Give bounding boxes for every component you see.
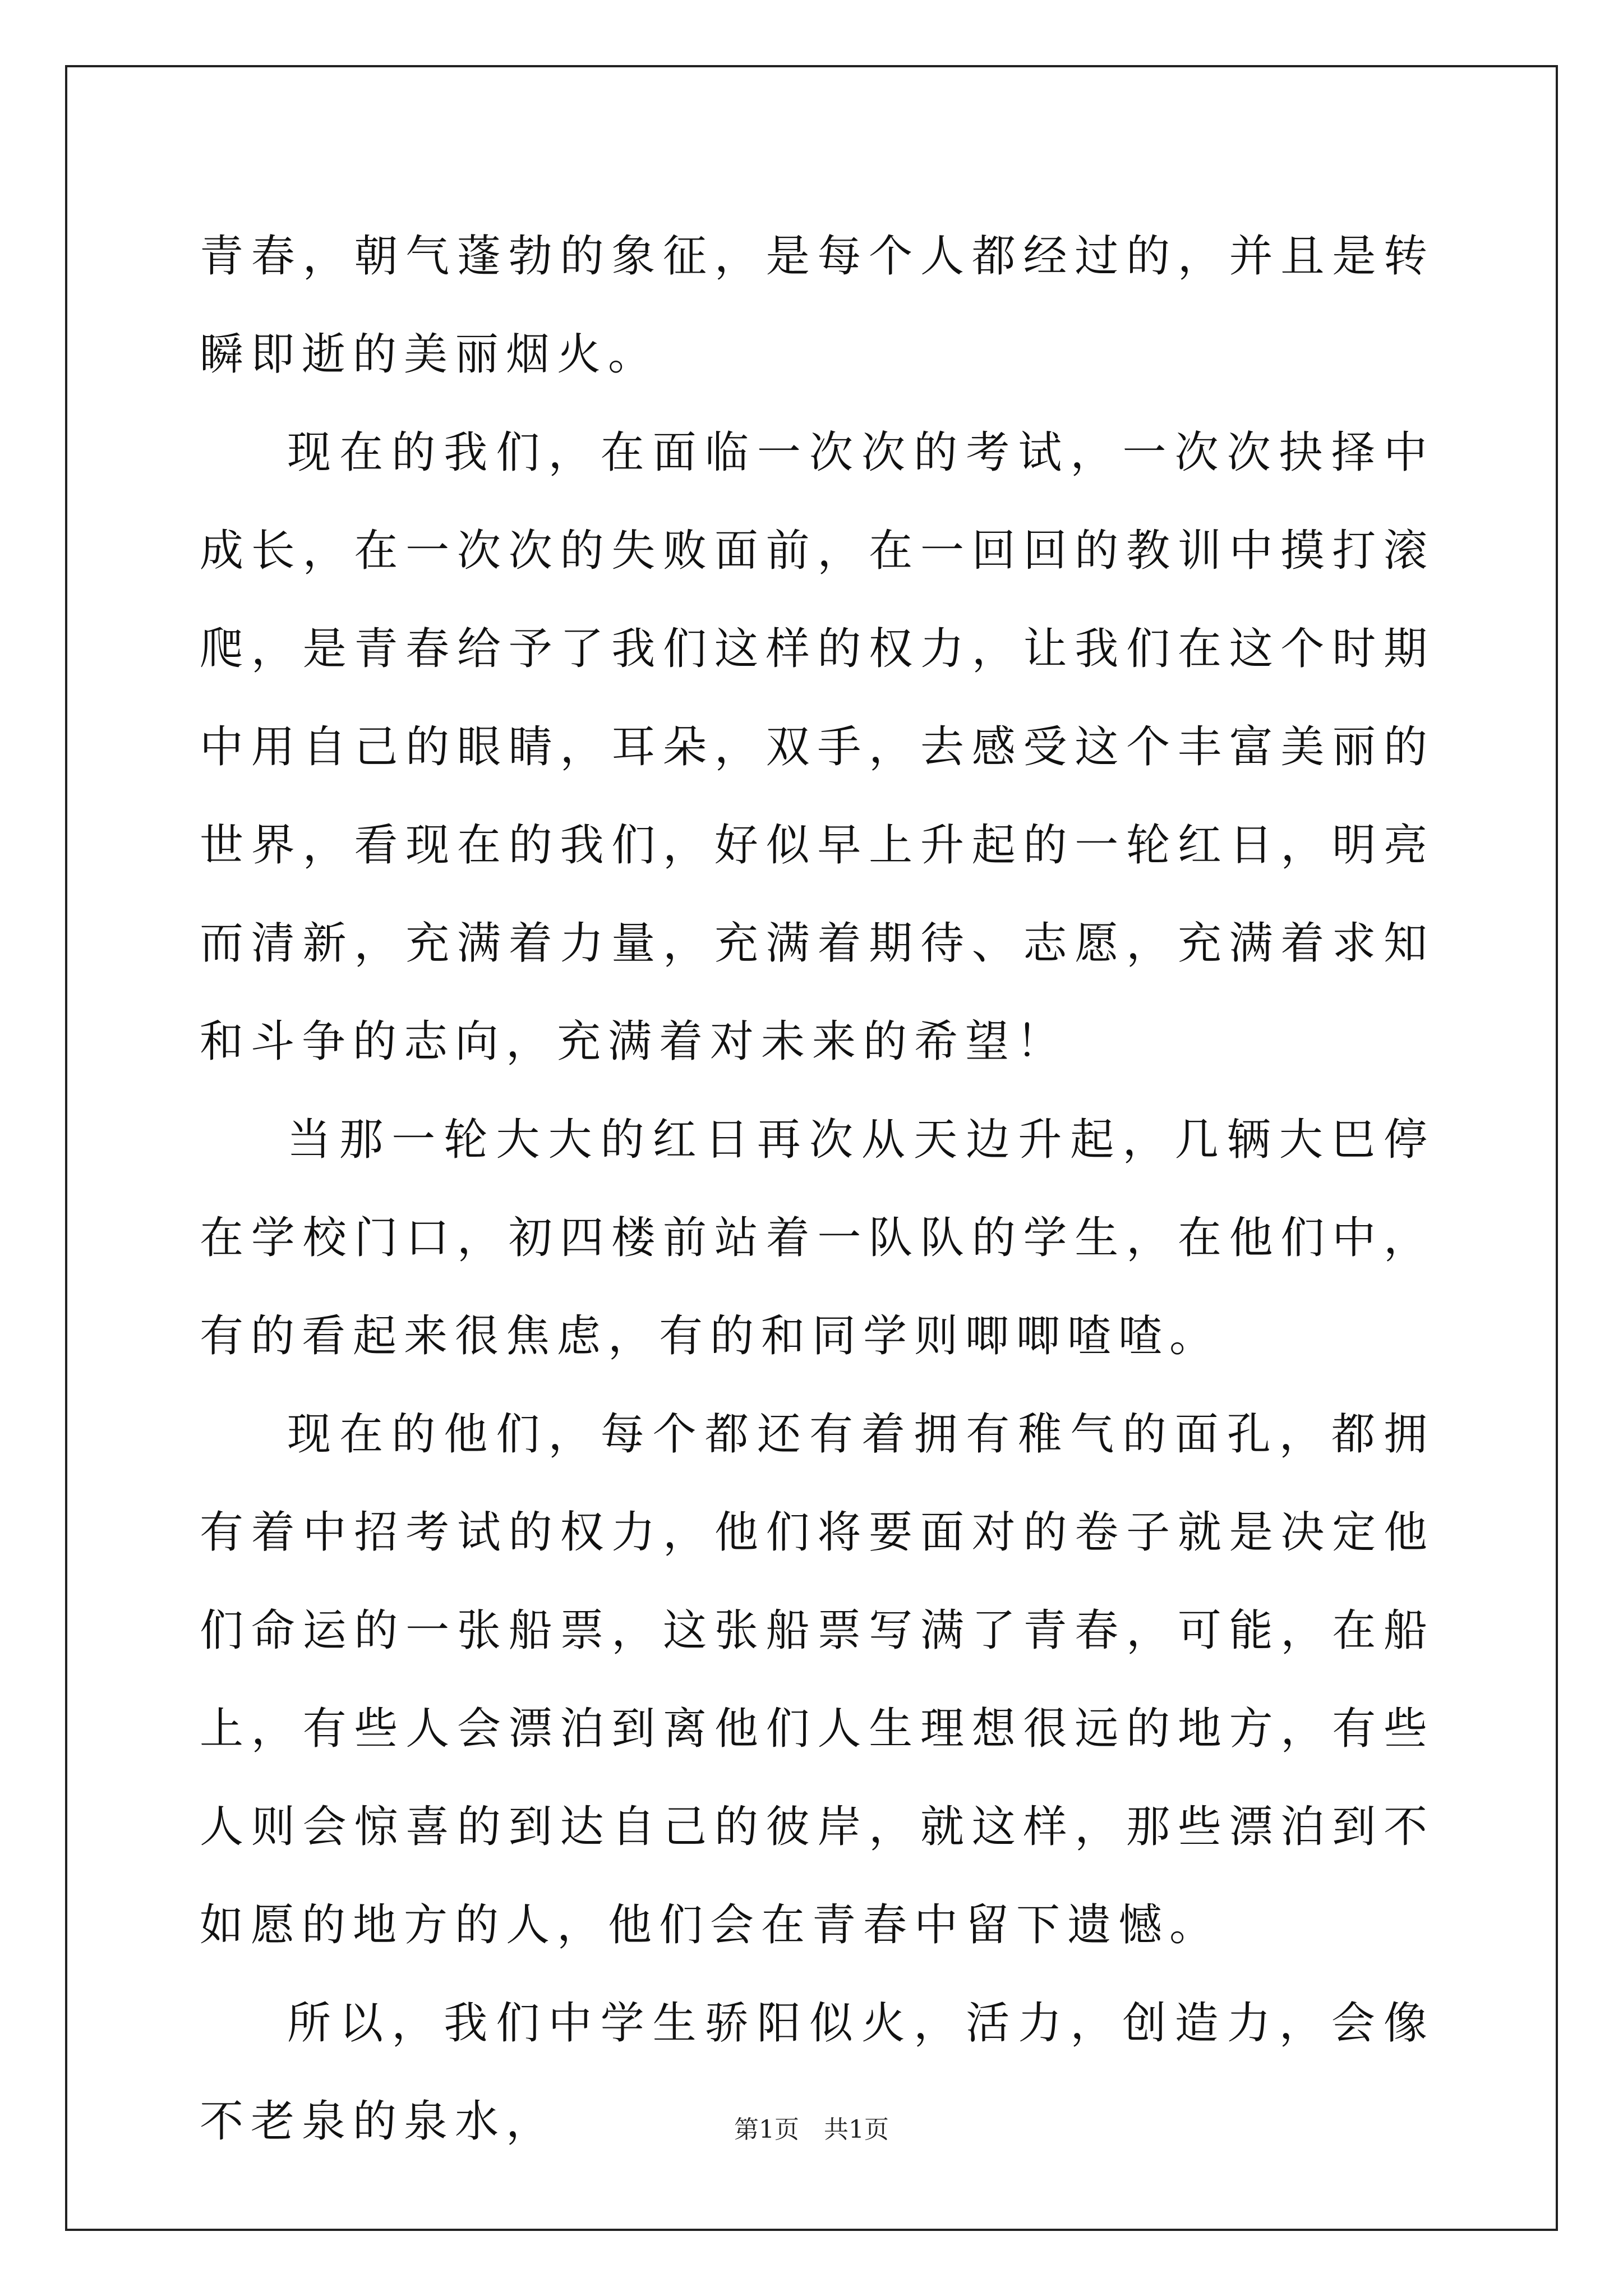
paragraph-1: 青春，朝气蓬勃的象征，是每个人都经过的，并且是转瞬即逝的美丽烟火。 <box>200 231 1435 380</box>
document-body <box>200 208 1435 2171</box>
paragraph-2: 现在的我们，在面临一次次的考试，一次次抉择中成长，在一次次的失败面前，在一回回的教训中摸打滚爬，是青春给予了我们这样的权力，让我们在这个时期中用自己的眼睛，耳朵，双手，去感受这个丰富美丽的世界，看现在的我们，好似早上升起的一轮红日，明亮而清新，充满着力量，充满着期待、志愿，充满着求知和斗争的志向，充满着对未来的希望！ <box>200 427 1435 1067</box>
paragraph-5: 所以，我们中学生骄阳似火，活力，创造力，会像不老泉的泉水， <box>200 1998 1435 2147</box>
page-number-footer: 第1页 共1页 <box>734 2115 889 2144</box>
paragraph-4: 现在的他们，每个都还有着拥有稚气的面孔，都拥有着中招考试的权力，他们将要面对的卷子就是决定他们命运的一张船票，这张船票写满了青春，可能，在船上，有些人会漂泊到离他们人生理想很远的地方，有些人则会惊喜的到达自己的彼岸，就这样，那些漂泊到不如愿的地方的人，他们会在青春中留下遗憾。 <box>200 1409 1435 1950</box>
paragraph-3: 当那一轮大大的红日再次从天边升起，几辆大巴停在学校门口，初四楼前站着一队队的学生，在他们中，有的看起来很焦虑，有的和同学则唧唧喳喳。 <box>200 1115 1435 1361</box>
